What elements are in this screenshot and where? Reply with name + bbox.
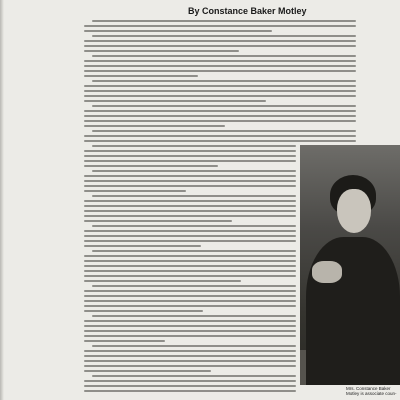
body-text-line [92,315,296,317]
body-text-line [84,380,296,382]
photo-figure-face [337,189,371,233]
body-text-line [84,385,296,387]
page-spine-shadow [0,0,4,400]
body-text-line [92,250,296,252]
body-text-line [84,230,296,232]
body-text-line [84,165,218,167]
body-text-line [84,140,356,142]
body-text-line [84,255,296,257]
byline: By Constance Baker Motley [188,6,307,16]
photo-caption-line-1: Mrs. Constance Baker [346,386,391,391]
body-text-line [84,125,225,127]
body-text-line [84,240,296,242]
body-text-line [84,185,296,187]
body-text-line [84,275,296,277]
body-text-line [84,390,296,392]
photo-caption [346,386,400,396]
body-text-line [84,100,266,102]
photo-caption-line-2: Motley is associate coun- [346,391,397,396]
body-text-line [84,310,203,312]
body-text-line [92,55,356,57]
body-text-line [84,120,356,122]
body-text-line [84,335,296,337]
body-text-line [92,35,356,37]
body-text-line [84,350,296,352]
body-text-line [84,160,296,162]
body-text-line [92,225,296,227]
body-text-line [84,220,232,222]
body-text-line [84,365,296,367]
body-text-line [84,150,296,152]
body-text-line [84,175,296,177]
body-text-line [84,85,356,87]
photo-figure-body [306,237,400,385]
body-text-line [84,295,296,297]
body-text-line [92,145,296,147]
body-text-line [84,210,296,212]
body-text-line [84,355,296,357]
body-text-line [84,30,272,32]
body-text-line [84,325,296,327]
body-text-line [84,45,356,47]
body-text-line [84,300,296,302]
body-text-line [84,90,356,92]
body-text-line [84,115,356,117]
body-text-line [92,195,296,197]
body-text-line [84,190,186,192]
body-text-line [84,65,356,67]
body-text-line [84,265,296,267]
body-text-line [92,20,356,22]
body-text-line [84,25,356,27]
body-text-line [84,95,356,97]
body-text-line [92,285,296,287]
body-text-line [84,215,296,217]
body-text-line [84,50,239,52]
body-text-line [84,305,296,307]
body-text-line [92,105,356,107]
body-text-line [84,270,296,272]
body-text-line [84,245,201,247]
body-text-line [92,375,296,377]
body-text-line [84,135,356,137]
body-text-line [84,75,198,77]
body-text-line [84,110,356,112]
article-body-lower [84,145,296,395]
body-text-line [84,360,296,362]
body-text-line [84,260,296,262]
body-text-line [84,60,356,62]
body-text-line [84,340,165,342]
body-text-line [84,70,356,72]
body-text-line [84,320,296,322]
body-text-line [84,330,296,332]
body-text-line [92,170,296,172]
body-text-line [84,290,296,292]
body-text-line [84,40,356,42]
body-text-line [92,130,356,132]
body-text-line [84,180,296,182]
body-text-line [84,205,296,207]
article-body-upper [84,20,356,145]
body-text-line [84,200,296,202]
body-text-line [92,345,296,347]
body-text-line [84,280,241,282]
body-text-line [92,80,356,82]
photo-figure-hand [312,261,342,283]
author-portrait-photo [300,145,400,385]
body-text-line [84,155,296,157]
body-text-line [84,370,211,372]
body-text-line [84,235,296,237]
